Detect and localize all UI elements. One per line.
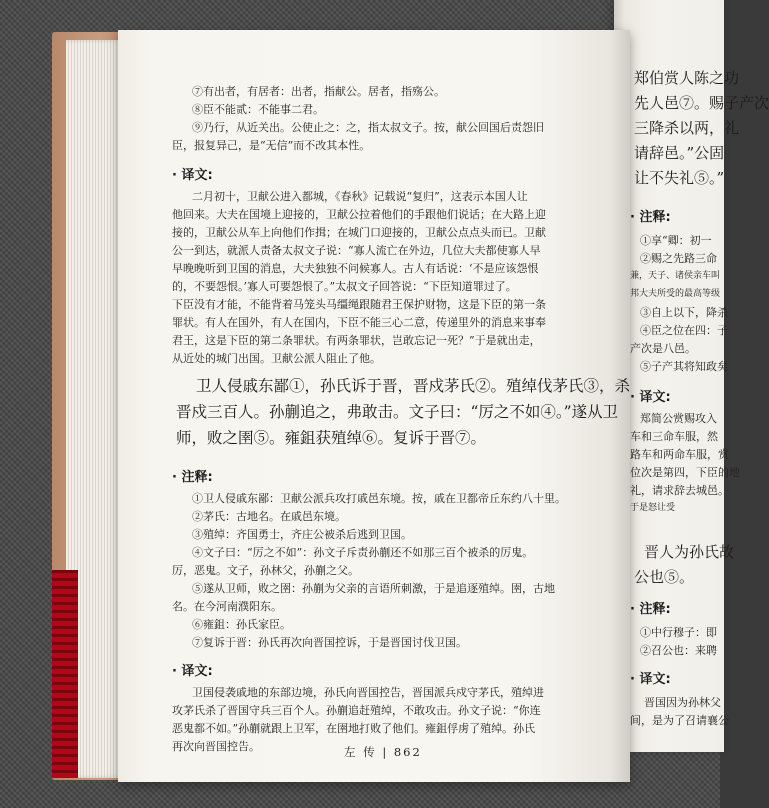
right-main-line: 请辞邑。”公固 bbox=[634, 144, 725, 162]
right-note: ②赐之先路三命 bbox=[640, 252, 717, 265]
main-text-line: 师，败之圉⑤。雍鉏获殖绰⑥。复诉于晋⑦。 bbox=[176, 429, 487, 447]
page-number: 862 bbox=[393, 745, 422, 759]
right-note: 兼，天子、诸侯亲车叫 bbox=[630, 271, 721, 281]
translation-line: 罪状。有人在国外，有人在国内，下臣不能三心二意，传递里外的消息来事奉 bbox=[172, 316, 546, 329]
translation-line: 的，不要怨恨。’寡人可要怨恨了。”太叔文子回答说：“下臣知道罪过了。 bbox=[172, 280, 517, 293]
right-note: ②召公也：来聘 bbox=[640, 644, 717, 657]
translation-line: 从近处的城门出国。卫献公派人阻止了他。 bbox=[172, 352, 381, 365]
main-text-line: 晋戍三百人。孙蒯追之，弗敢击。文子曰：“厉之不如④。”遂从卫 bbox=[176, 403, 619, 421]
right-translation: 车和三命车服，然 bbox=[630, 430, 718, 443]
right-main-line: 先人邑⑦。赐子产次 bbox=[634, 94, 769, 112]
note-line: 臣，报复异己，是“无信”而不改其本性。 bbox=[172, 139, 371, 152]
cover-pattern bbox=[52, 570, 78, 778]
translation-line: 下臣没有才能，不能背着马笼头马缰绳跟随君王保护财物，这是下臣的第一条 bbox=[172, 298, 546, 311]
footer-divider: | bbox=[382, 745, 389, 759]
translation-line: 公一到达，就派人责备太叔文子说：“寡人流亡在外边，几位大夫都使寡人早 bbox=[172, 244, 541, 257]
right-note: 产次是八邑。 bbox=[630, 342, 696, 355]
annotation-line: ④文子曰：“厉之不如”：孙文子斥责孙蒯还不如那三百个被杀的厉鬼。 bbox=[192, 546, 534, 559]
annotation-line: ③殖绰：齐国勇士，齐庄公被杀后逃到卫国。 bbox=[192, 528, 412, 541]
right-translation: 晋国因为孙林父 bbox=[644, 696, 721, 709]
note-line: ⑨乃行，从近关出。公使止之：之，指太叔文子。按，献公回国后责怨旧 bbox=[192, 121, 544, 134]
right-yiwen-heading: · 译文: bbox=[630, 672, 671, 687]
right-translation: 路车和两命车服，赏 bbox=[630, 448, 729, 461]
translation-line: 接的，卫献公从车上向他们作揖；在城门口迎接的，卫献公点点头而已。卫献 bbox=[172, 226, 546, 239]
annotation-line: ②茅氏：古地名。在戚邑东境。 bbox=[192, 510, 346, 523]
annotation-line: ⑦复诉于晋：孙氏再次向晋国控诉，于是晋国讨伐卫国。 bbox=[192, 636, 467, 649]
right-note: ①中行穆子：即 bbox=[640, 626, 717, 639]
annotation-line: ①卫人侵戚东鄙：卫献公派兵攻打戚邑东境。按，戚在卫都帝丘东约八十里。 bbox=[192, 492, 566, 505]
right-translation: 礼，请求辞去城邑。 bbox=[630, 484, 729, 497]
note-line: ⑦有出者，有居者：出者，指献公。居者，指殇公。 bbox=[192, 85, 445, 98]
right-main-line: 三降杀以两，礼 bbox=[634, 119, 740, 137]
right-main-line: 郑伯赏人陈之功 bbox=[634, 69, 740, 87]
annotation-line: ⑤遂从卫师，败之圉：孙蒯为父亲的言语所刺激，于是追逐殖绰。圉，古地 bbox=[192, 582, 555, 595]
annotation-heading: · 注释: bbox=[172, 470, 213, 485]
translation-line: 二月初十，卫献公进入都城，《春秋》记载说“复归”，这表示本国人让 bbox=[192, 190, 528, 203]
right-translation: 于是怒让受 bbox=[630, 503, 676, 513]
right-main-line: 公也⑤。 bbox=[634, 568, 695, 586]
note-line: ⑧臣不能贰：不能事二君。 bbox=[192, 103, 324, 116]
book-title: 左 传 bbox=[344, 745, 377, 759]
main-text-line: 卫人侵戚东鄙①，孙氏诉于晋，晋戍茅氏②。殖绰伐茅氏③，杀 bbox=[196, 377, 631, 395]
right-zhushi-heading: · 注释: bbox=[630, 210, 671, 225]
right-translation: 间，是为了召请襄公 bbox=[630, 714, 729, 727]
translation-heading: · 译文: bbox=[172, 168, 213, 183]
translation-line: 君王，这是下臣的第二条罪状。有两条罪状，岂敢忘记一死？”于是就出走， bbox=[172, 334, 541, 347]
translation-line: 攻茅氏杀了晋国守兵三百个人。孙蒯追赶殖绰，不敢攻击。孙文子说：“你连 bbox=[172, 704, 541, 717]
right-zhushi-heading: · 注释: bbox=[630, 602, 671, 617]
annotation-line: ⑥雍鉏：孙氏家臣。 bbox=[192, 618, 291, 631]
right-translation: 郑简公赏赐攻入 bbox=[640, 412, 717, 425]
right-note: ④臣之位在四：子 bbox=[640, 324, 728, 337]
translation-line: 他回来。大夫在国境上迎接的，卫献公拉着他们的手跟他们说话；在大路上迎 bbox=[172, 208, 546, 221]
page-footer bbox=[344, 744, 422, 760]
translation-line: 恶鬼都不如。”孙蒯就跟上卫军，在圉地打败了他们。雍鉏俘虏了殖绰。孙氏 bbox=[172, 722, 536, 735]
right-main-line: 让不失礼⑤。” bbox=[634, 169, 725, 187]
annotation-line: 厉，恶鬼。文子，孙林父，孙蒯之父。 bbox=[172, 564, 359, 577]
right-note: ⑤子产其将知政矣 bbox=[640, 360, 728, 373]
right-note: 邦大夫所受的最高等级 bbox=[630, 289, 721, 299]
right-translation: 位次是第四，下臣的地 bbox=[630, 466, 740, 479]
annotation-line: 名。在今河南濮阳东。 bbox=[172, 600, 282, 613]
right-main-line: 晋人为孙氏故 bbox=[644, 543, 735, 561]
right-yiwen-heading: · 译文: bbox=[630, 390, 671, 405]
right-page bbox=[614, 0, 769, 752]
translation-heading: · 译文: bbox=[172, 664, 213, 679]
translation-line: 卫国侵袭戚地的东部边境，孙氏向晋国控告，晋国派兵戍守茅氏，殖绰进 bbox=[192, 686, 544, 699]
translation-line: 早晚晚听到卫国的消息，大夫独独不问候寡人。古人有话说：‘不是应该怨恨 bbox=[172, 262, 539, 275]
right-note: ③自上以下，降杀 bbox=[640, 306, 728, 319]
right-note: ①享“卿：初一 bbox=[640, 234, 712, 247]
translation-line: 再次向晋国控告。 bbox=[172, 740, 260, 753]
